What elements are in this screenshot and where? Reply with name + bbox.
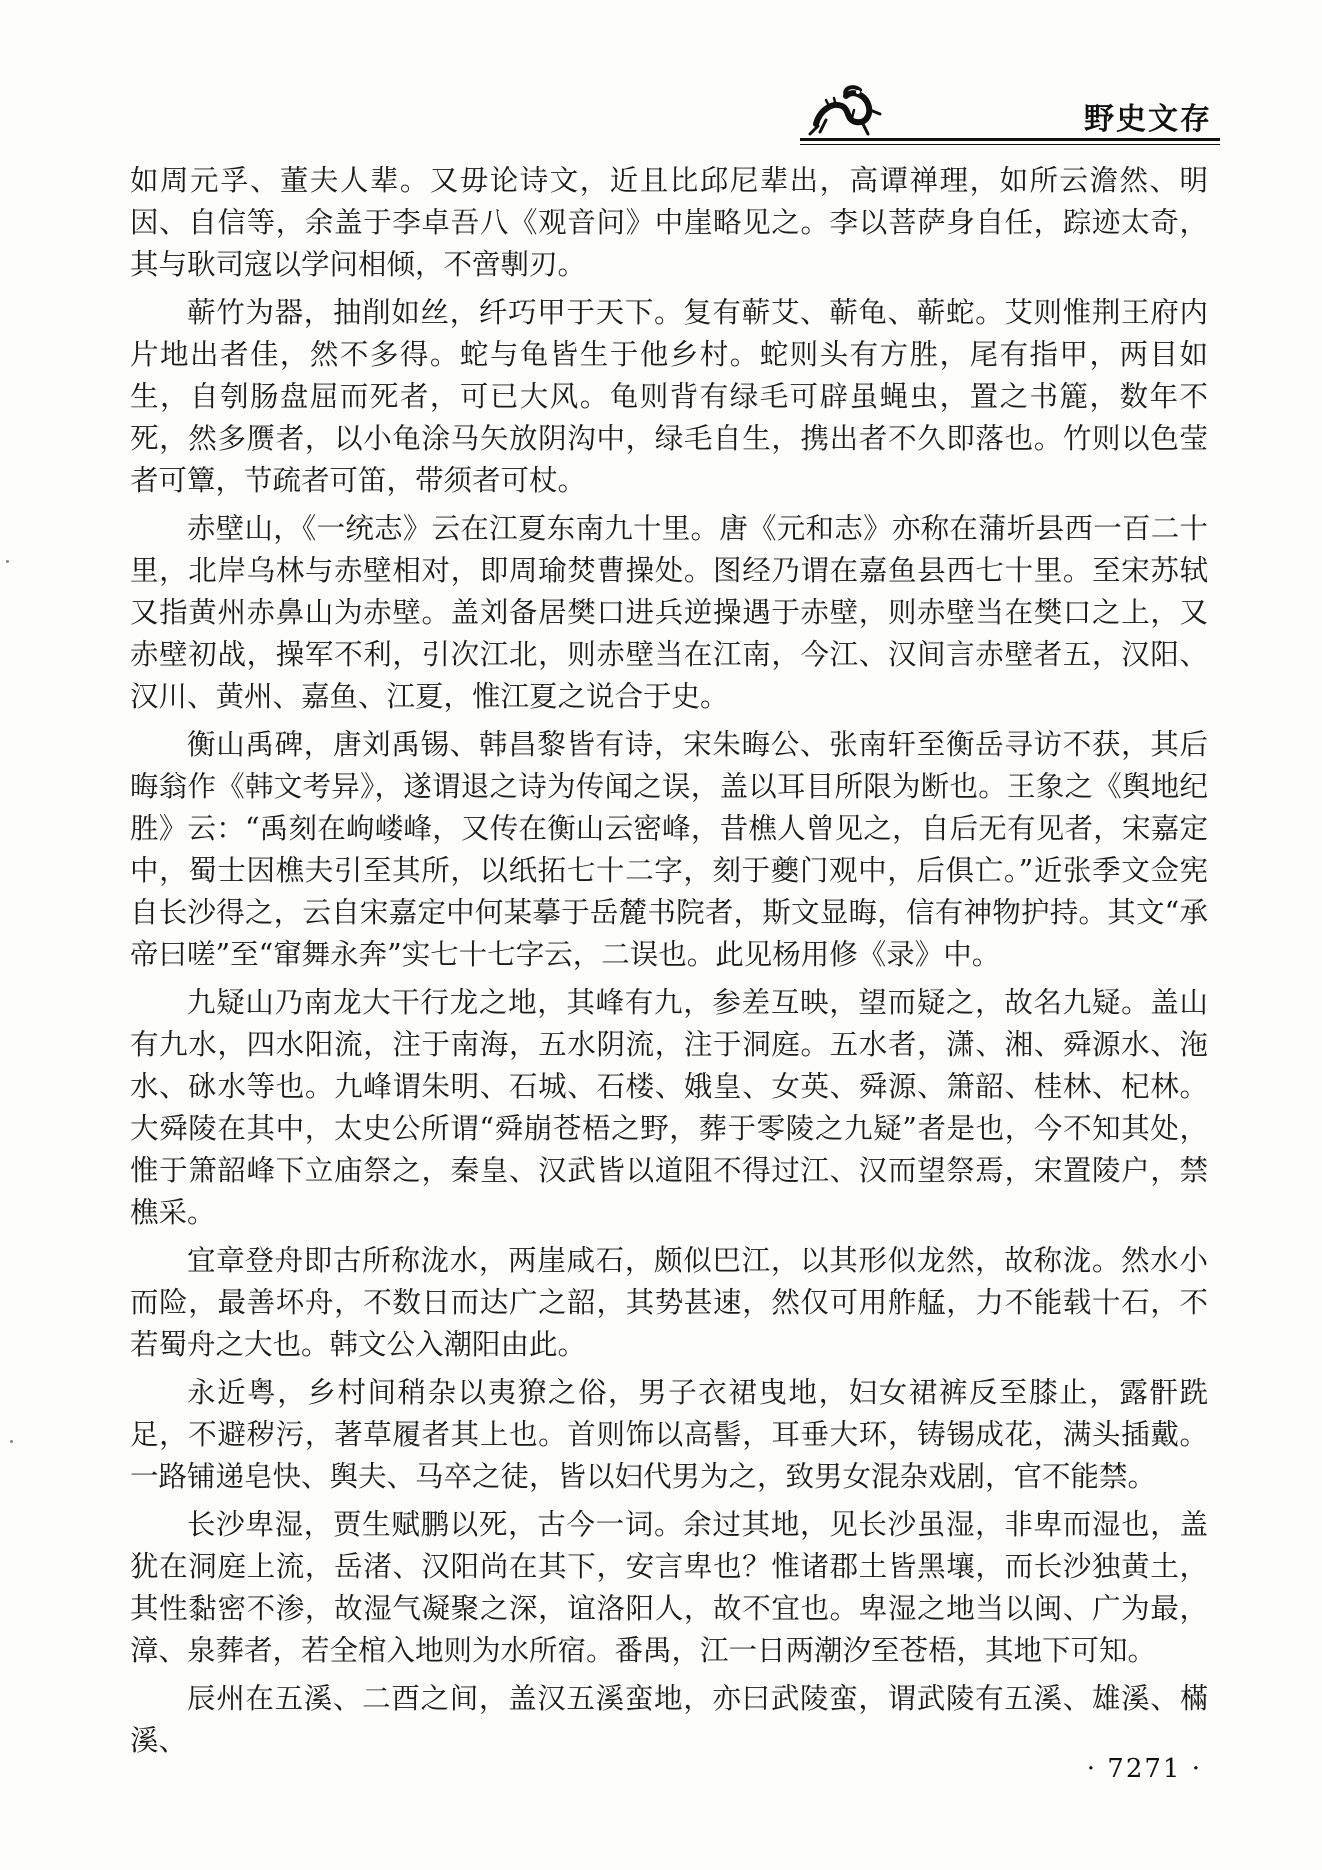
header-rule <box>800 138 1220 141</box>
paragraph: 衡山禹碑，唐刘禹锡、韩昌黎皆有诗，宋朱晦公、张南轩至衡岳寻访不获，其后晦翁作《韩文考异》，遂谓退之诗为传闻之误，盖以耳目所限为断也。王象之《舆地纪胜》云：“禹刻在岣嵝峰，又传在衡山云密峰，昔樵人曾见之，自后无有见者，宋嘉定中，蜀士因樵夫引至其所，以纸拓七十二字，刻于夔门观中，后俱亡。”近张季文佥宪自长沙得之，云自宋嘉定中何某摹于岳麓书院者，斯文显晦，信有神物护持。其文“承帝曰嗟”至“窜舞永奔”实七十七字云，二误也。此见杨用修《录》中。 <box>130 728 1208 971</box>
paragraph: 宜章登舟即古所称泷水，两崖咸石，颇似巴江，以其形似龙然，故称泷。然水小而险，最善坏舟，不数日而达广之韶，其势甚速，然仅可用舴艋，力不能载十石，不若蜀舟之大也。韩文公入潮阳由此。 <box>130 1244 1208 1361</box>
header-rule-thin <box>800 144 1220 145</box>
paragraph: 永近粤，乡村间稍杂以夷獠之俗，男子衣裙曳地，妇女裙裤反至膝止，露骭跣足，不避秽污，著草履者其上也。首则饰以高髻，耳垂大环，铸锡成花，满头插戴。一路铺递皂快、舆夫、马卒之徒，皆以妇代男为之，致男女混杂戏剧，官不能禁。 <box>130 1376 1208 1493</box>
paragraph: 赤壁山，《一统志》云在江夏东南九十里。唐《元和志》亦称在蒲圻县西一百二十里，北岸乌林与赤壁相对，即周瑜焚曹操处。图经乃谓在嘉鱼县西七十里。至宋苏轼又指黄州赤鼻山为赤壁。盖刘备居樊口进兵逆操遇于赤壁，则赤壁当在樊口之上，又赤壁初战，操军不利，引次江北，则赤壁当在江南，今江、汉间言赤壁者五，汉阳、汉川、黄州、嘉鱼、江夏，惟江夏之说合于史。 <box>130 512 1208 713</box>
page-number: · 7271 · <box>1086 1754 1202 1784</box>
paragraph: 蕲竹为器，抽削如丝，纤巧甲于天下。复有蕲艾、蕲龟、蕲蛇。艾则惟荆王府内片地出者佳，然不多得。蛇与龟皆生于他乡村。蛇则头有方胜，尾有指甲，两目如生，自刳肠盘屈而死者，可已大风。龟则背有绿毛可辟虽蝇虫，置之书簏，数年不死，然多赝者，以小龟涂马矢放阴沟中，绿毛自生，携出者不久即落也。竹则以色莹者可簟，节疏者可笛，带须者可杖。 <box>130 296 1208 497</box>
paragraph: 如周元孚、董夫人辈。又毋论诗文，近且比邱尼辈出，高谭禅理，如所云澹然、明因、自信等，余盖于李卓吾八《观音问》中崖略见之。李以菩萨身自任，踪迹太奇，其与耿司寇以学问相倾，不啻剸刃。 <box>130 164 1208 281</box>
running-header <box>800 80 1220 150</box>
dragon-emblem-icon <box>806 80 886 140</box>
scan-speck <box>10 1440 13 1443</box>
paragraph: 九疑山乃南龙大干行龙之地，其峰有九，参差互映，望而疑之，故名九疑。盖山有九水，四水阳流，注于南海，五水阴流，注于洞庭。五水者，潇、湘、舜源水、沲水、砯水等也。九峰谓朱明、石城、石楼、娥皇、女英、舜源、箫韶、桂林、杞林。大舜陵在其中，太史公所谓“舜崩苍梧之野，葬于零陵之九疑”者是也，今不知其处，惟于箫韶峰下立庙祭之，秦皇、汉武皆以道阻不得过江、汉而望祭焉，宋置陵户，禁樵采。 <box>130 986 1208 1229</box>
paragraph: 辰州在五溪、二酉之间，盖汉五溪蛮地，亦曰武陵蛮，谓武陵有五溪、雄溪、樠溪、 <box>130 1682 1208 1757</box>
body-text <box>130 160 1208 1768</box>
paragraph: 长沙卑湿，贾生赋鹏以死，古今一词。余过其地，见长沙虽湿，非卑而湿也，盖犹在洞庭上流，岳渚、汉阳尚在其下，安言卑也？惟诸郡土皆黑壤，而长沙独黄土，其性黏密不渗，故湿气凝聚之深，谊洛阳人，故不宜也。卑湿之地当以闽、广为最，漳、泉葬者，若全棺入地则为水所宿。番禺，江一日两潮汐至苍梧，其地下可知。 <box>130 1508 1208 1667</box>
section-title: 野史文存 <box>1084 102 1212 137</box>
scan-speck <box>6 560 9 563</box>
